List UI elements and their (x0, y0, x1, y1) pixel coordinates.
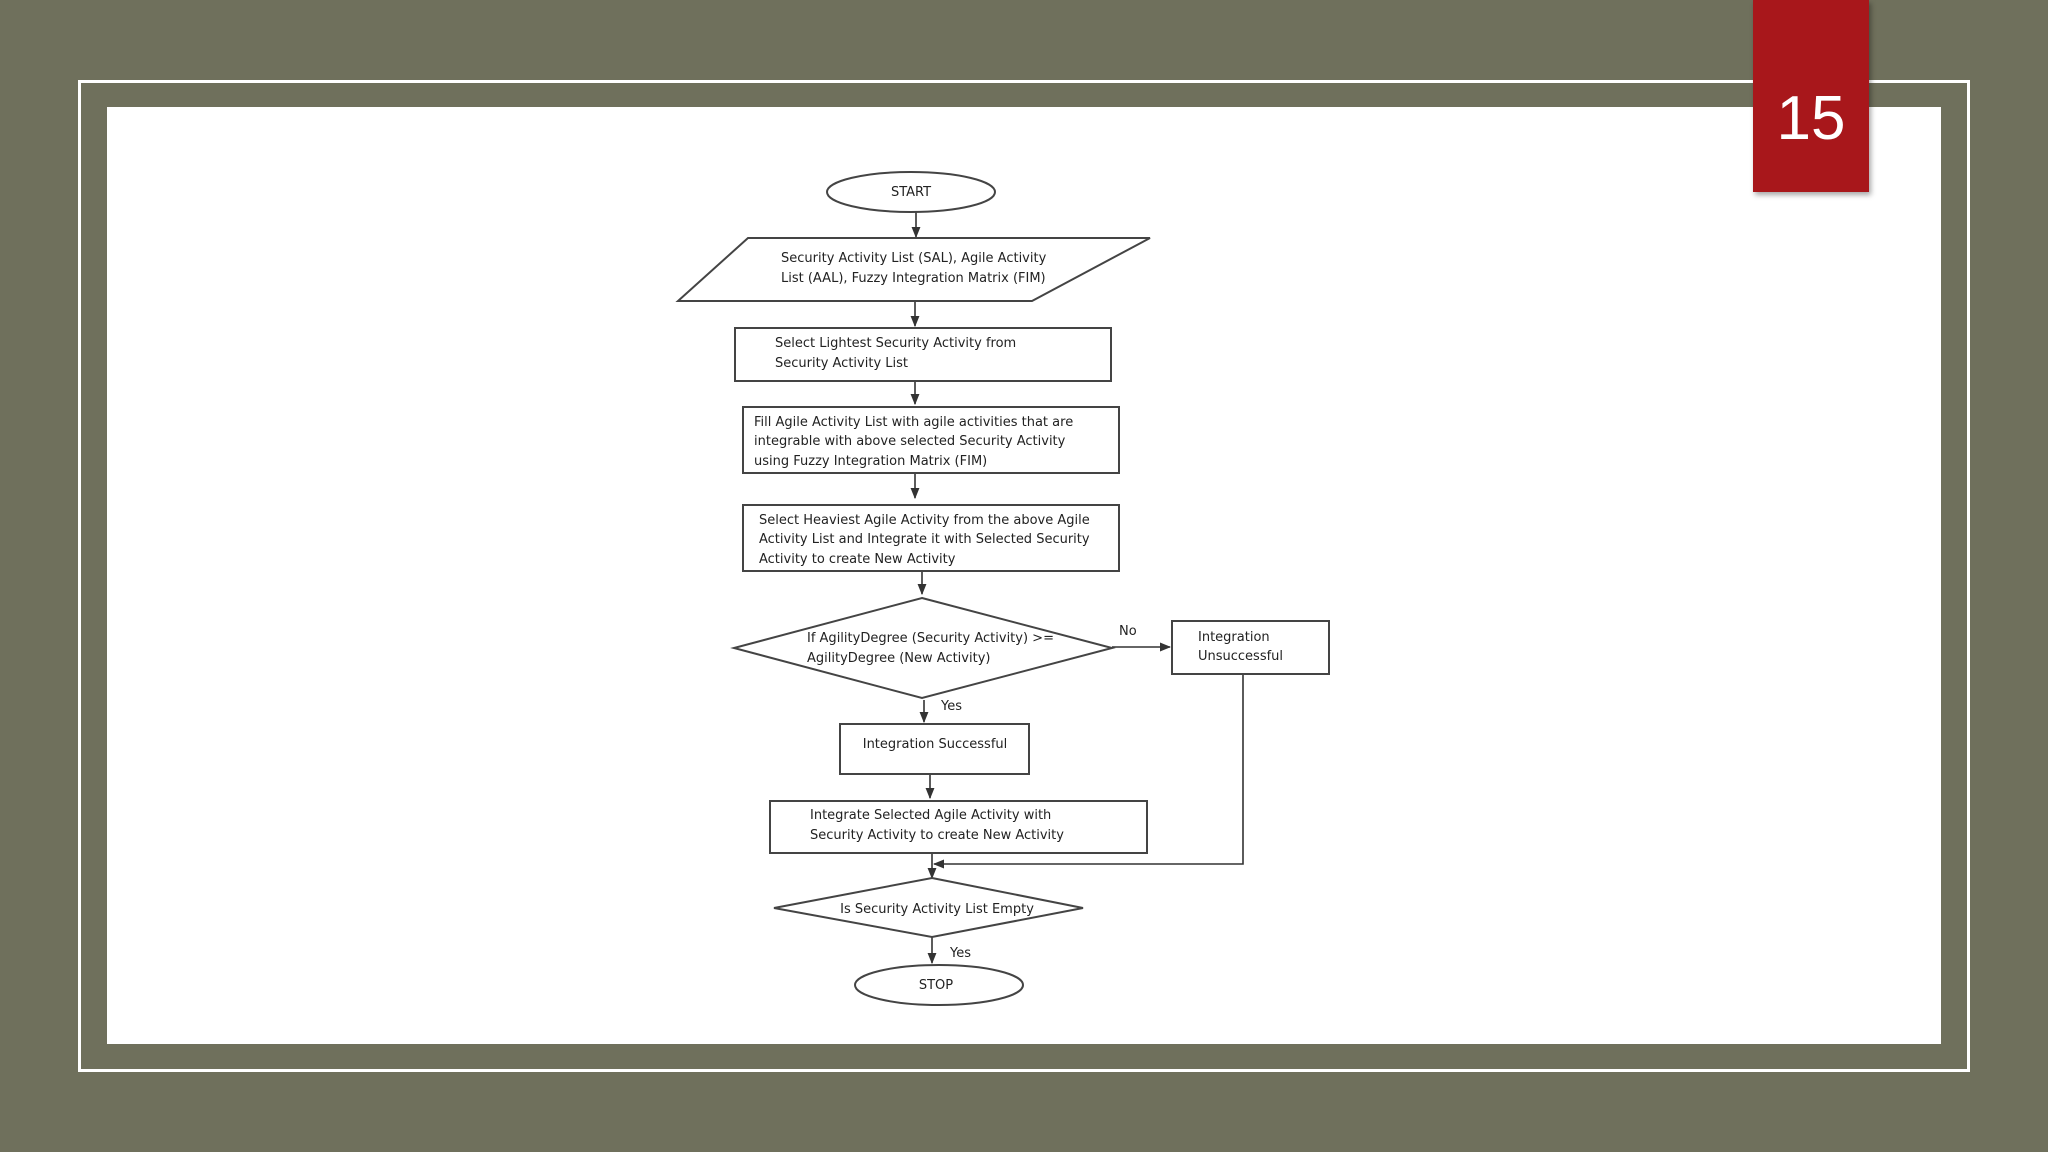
select-heaviest-line3: Activity to create New Activity (759, 552, 956, 567)
fill-agile-line2: integrable with above selected Security Activity (754, 434, 1066, 449)
agility-decision-line2: AgilityDegree (New Activity) (807, 651, 991, 666)
agility-decision-diamond (734, 598, 1112, 698)
start-label: START (890, 185, 932, 200)
list-empty-label: Is Security Activity List Empty (840, 902, 1034, 917)
yes-label-success: Yes (941, 699, 962, 714)
select-heaviest-line2: Activity List and Integrate it with Selected Security (759, 532, 1090, 547)
integration-unsuccessful-line2: Unsuccessful (1198, 649, 1284, 664)
yes-label-stop: Yes (950, 946, 971, 961)
integrate-selected-line2: Security Activity to create New Activity (810, 828, 1064, 843)
integrate-selected-line1: Integrate Selected Agile Activity with (810, 808, 1052, 823)
slide-number: 15 (1776, 83, 1846, 153)
fill-agile-line1: Fill Agile Activity List with agile activities that are (754, 415, 1074, 430)
integration-unsuccessful-box (1172, 621, 1329, 674)
no-label: No (1119, 624, 1137, 639)
select-heaviest-line1: Select Heaviest Agile Activity from the above Agile (759, 513, 1090, 528)
input-parallelogram (678, 238, 1150, 301)
slide-number-badge (1753, 0, 1869, 192)
fill-agile-line3: using Fuzzy Integration Matrix (FIM) (754, 454, 988, 469)
select-lightest-line2: Security Activity List (775, 356, 908, 371)
select-lightest-line1: Select Lightest Security Activity from (775, 336, 1017, 351)
integration-successful-label: Integration Successful (862, 737, 1008, 752)
integration-unsuccessful-line1: Integration (1198, 630, 1270, 645)
stop-label: STOP (918, 978, 954, 993)
input-label-line1: Security Activity List (SAL), Agile Activity (781, 251, 1047, 266)
agility-decision-line1: If AgilityDegree (Security Activity) >= (807, 631, 1054, 646)
input-label-line2: List (AAL), Fuzzy Integration Matrix (FIM) (781, 271, 1046, 286)
